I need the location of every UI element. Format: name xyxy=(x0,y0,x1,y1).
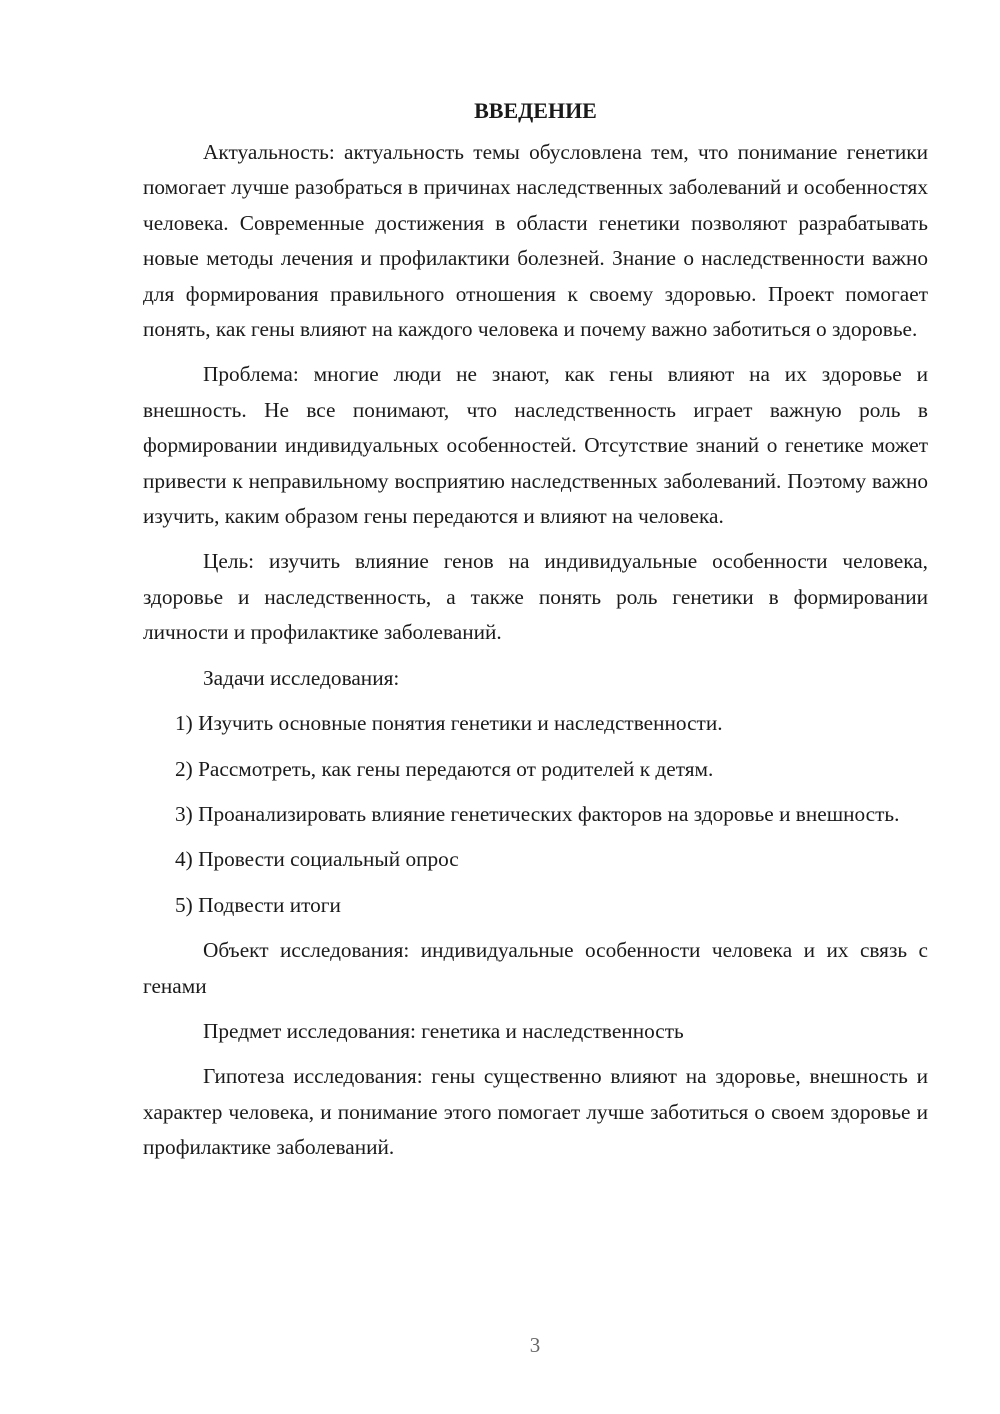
paragraph-relevance: Актуальность: актуальность темы обусловлена тем, что понимание генетики помогает лучше разобраться в причинах наследственных заболеваний и особенностях человека. Современные достижения в области генетики позволяют разрабатывать новые методы лечения и профилактики болезней. Знание о наследственности важно для формирования правильного отношения к своему здоровью. Проект помогает понять, как гены влияют на каждого человека и почему важно заботиться о здоровье. xyxy=(143,140,928,342)
list-item: 1) Изучить основные понятия генетики и наследственности. xyxy=(175,711,723,736)
section-title: ВВЕДЕНИЕ xyxy=(474,98,597,123)
paragraph-goal: Цель: изучить влияние генов на индивидуальные особенности человека, здоровье и наследственность, а также понять роль генетики в формировании личности и профилактике заболеваний. xyxy=(143,549,928,645)
list-item: 3) Проанализировать влияние генетических факторов на здоровье и внешность. xyxy=(175,801,900,826)
tasks-heading: Задачи исследования: xyxy=(203,665,400,690)
list-item: 4) Провести социальный опрос xyxy=(175,847,459,872)
document-page xyxy=(143,95,928,1166)
page-number: 3 xyxy=(529,1333,541,1357)
paragraph-problem: Проблема: многие люди не знают, как гены влияют на их здоровье и внешность. Не все понимают, что наследственность играет важную роль в формировании индивидуальных особенностей. Отсутствие знаний о генетике может привести к неправильному восприятию наследственных заболеваний. Поэтому важно изучить, каким образом гены передаются и влияют на человека. xyxy=(143,362,928,529)
paragraph-object: Объект исследования: индивидуальные особенности человека и их связь с генами xyxy=(143,938,928,998)
paragraph-hypothesis: Гипотеза исследования: гены существенно влияют на здоровье, внешность и характер человека, и понимание этого помогает лучше заботиться о своем здоровье и профилактике заболеваний. xyxy=(143,1064,928,1160)
list-item: 2) Рассмотреть, как гены передаются от родителей к детям. xyxy=(175,756,714,781)
paragraph-subject: Предмет исследования: генетика и наследственность xyxy=(203,1018,684,1043)
list-item: 5) Подвести итоги xyxy=(175,892,341,917)
